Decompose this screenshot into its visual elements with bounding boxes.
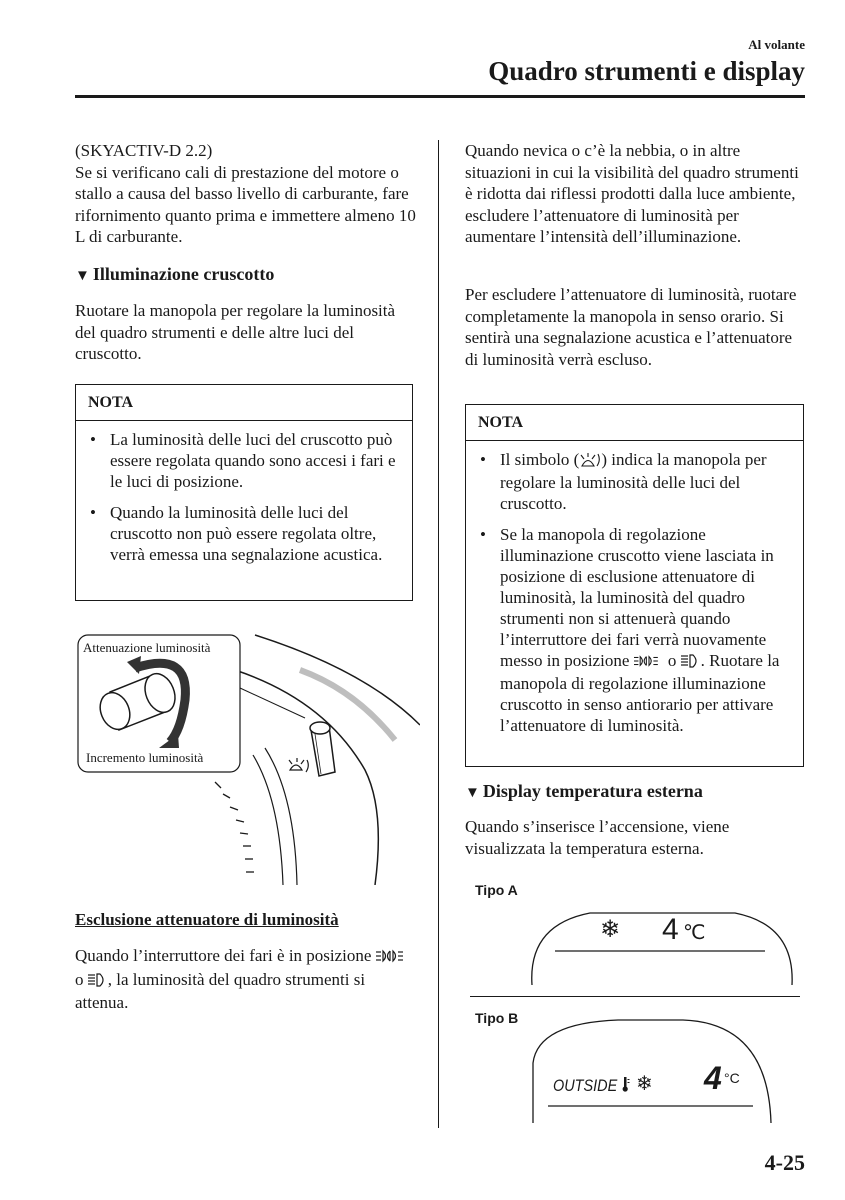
note-box-2: [465, 404, 804, 767]
thermometer-icon: [622, 1076, 630, 1097]
tipo-b-temp: 4: [704, 1060, 722, 1096]
note2-item2-text-a: Se la manopola di regolazione illuminazione cruscotto viene lasciata in posizione di esclusione attenuatore di luminosità, la luminosità del quadro strumenti non si attenuerà quando l’interruttore dei fari verrà nuovamente messo in posizione: [500, 525, 774, 670]
figure-label-attenuazione: Attenuazione luminosità: [83, 640, 211, 655]
intro-text: Se si verificano cali di prestazione del motore o stallo a causa del basso livello di carburante, fare rifornimento quanto prima e immettere almeno 10 L di carburante.: [75, 162, 416, 246]
snowflake-icon: ❄: [600, 915, 621, 943]
note-list-1: [76, 421, 412, 575]
tipo-a-unit: ℃: [683, 922, 706, 944]
tipo-a-temp: 4: [662, 913, 679, 946]
right-paragraph-1: Quando nevica o c’è la nebbia, o in altre situazioni in cui la visibilità del quadro strumenti è ridotta dai riflessi prodotti dalla luce ambiente, escludere l’attenuatore di luminosità per aumentare l’intensità dell’illuminazione.: [465, 141, 799, 246]
esclusione-text-a: Quando l’interruttore dei fari è in posizione: [75, 946, 372, 965]
tipo-a-label: Tipo A: [475, 882, 518, 898]
tipo-b-display: [528, 1018, 818, 1128]
intro-block: [75, 140, 420, 248]
figure-label-incremento: Incremento luminosità: [86, 750, 204, 765]
tipo-b-outside-label: OUTSIDE: [553, 1076, 618, 1095]
note2-item2-text-b: o: [667, 651, 677, 670]
snowflake-icon: ❄: [636, 1071, 653, 1095]
position-light-icon: [634, 652, 664, 673]
tipo-b-label: Tipo B: [475, 1010, 519, 1026]
right-paragraph-2: Per escludere l’attenuatore di luminosità, ruotare completamente la manopola in senso orario. Si sentirà una segnalazione acustica e l’attenuatore di luminosità verrà escluso.: [465, 285, 797, 369]
note-item: [478, 449, 793, 514]
dimmer-knob-figure: [75, 630, 420, 885]
headlight-icon: [681, 652, 701, 673]
tipo-divider: [470, 996, 800, 997]
heading-display-text: Display temperatura esterna: [482, 781, 703, 801]
position-light-icon: [376, 947, 410, 969]
esclusione-paragraph: [75, 945, 410, 1014]
subheading-esclusione: Esclusione attenuatore di luminosità: [75, 910, 339, 929]
page-title: Quadro strumenti e display: [488, 56, 805, 86]
esclusione-text-b: o: [75, 969, 84, 989]
note-title: NOTA: [466, 405, 803, 441]
headlight-icon: [88, 971, 108, 993]
section-label: Al volante: [748, 37, 805, 52]
note2-item1-text-b: ) indica la manopola per regolare la luminosità delle luci del cruscotto.: [500, 450, 767, 513]
esclusione-text-c: , la luminosità del quadro strumenti si attenua.: [75, 969, 366, 1012]
triangle-down-icon: ▼: [75, 268, 90, 284]
column-divider: [438, 140, 439, 1128]
tipo-a-display: [520, 905, 810, 1005]
note-list-2: [466, 441, 803, 746]
tipo-b-display-frame: [528, 1018, 818, 1128]
illuminazione-paragraph: Ruotare la manopola per regolare la luminosità del quadro strumenti e delle altre luci del cruscotto.: [75, 301, 396, 363]
note-item: • La luminosità delle luci del cruscotto può essere regolata quando sono accesi i fari e le luci di posizione.: [88, 429, 402, 492]
intro-title: (SKYACTIV-D 2.2): [75, 141, 213, 160]
temperatura-paragraph: Quando s’inserisce l’accensione, viene visualizzata la temperatura esterna.: [465, 817, 730, 858]
heading-display-temperatura: [465, 780, 703, 804]
note-box-1: [75, 384, 413, 601]
header-rule: [75, 95, 805, 98]
note-item: [478, 524, 793, 736]
note-title: NOTA: [76, 385, 412, 421]
triangle-down-icon: ▼: [465, 785, 480, 801]
note2-item2-text-c: . Ruotare la manopola di regolazione illuminazione cruscotto in senso antiorario per attivare l’attenuatore di luminosità.: [500, 651, 780, 735]
note2-item1-text-a: Il simbolo (: [500, 450, 580, 469]
tipo-b-unit: °C: [724, 1070, 740, 1086]
heading-illuminazione: [75, 263, 274, 287]
dimmer-symbol-icon: [579, 451, 601, 472]
page-number: 4-25: [764, 1150, 805, 1175]
heading-illuminazione-text: Illuminazione cruscotto: [92, 264, 275, 284]
note-item: • Quando la luminosità delle luci del cruscotto non può essere regolata oltre, verrà emessa una segnalazione acustica.: [88, 502, 402, 565]
